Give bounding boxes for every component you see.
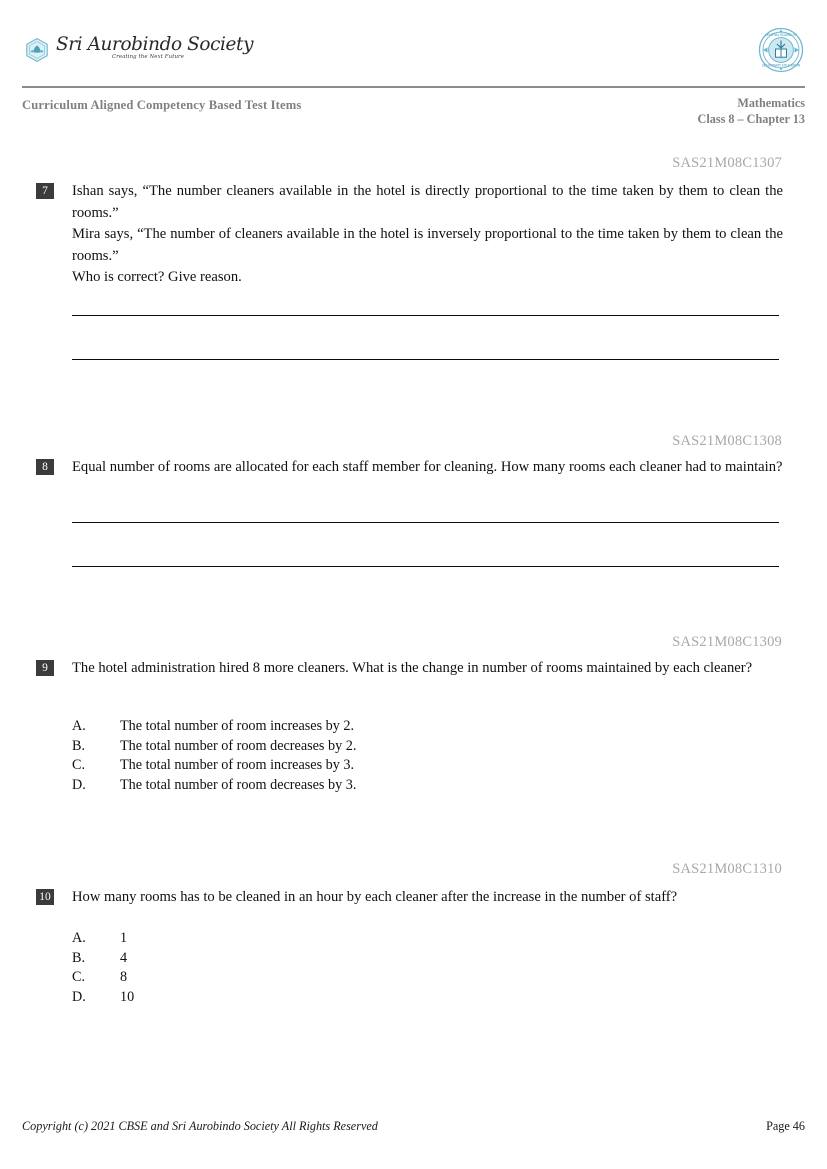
option-text: The total number of room decreases by 3. — [120, 776, 357, 793]
option-text: The total number of room increases by 3. — [120, 757, 355, 774]
question-text — [72, 181, 783, 289]
option-label: C. — [72, 969, 86, 986]
page-header-brand-row — [0, 0, 827, 86]
cbse-circular-seal-icon — [757, 26, 805, 74]
option-text: 8 — [120, 969, 128, 986]
option-item[interactable] — [72, 717, 356, 737]
option-label: A. — [72, 718, 86, 734]
option-item[interactable] — [72, 968, 134, 988]
answer-line[interactable] — [72, 359, 779, 360]
footer-page-number: Page 46 — [766, 1119, 805, 1133]
question-code: SAS21M08C1308 — [672, 433, 782, 449]
question-line: The hotel administration hired 8 more cleaners. What is the change in number of rooms maintained by each cleaner? — [72, 660, 753, 676]
question-line: How many rooms has to be cleaned in an hour by each cleaner after the increase in the number of staff? — [72, 889, 678, 905]
header-subject: Mathematics — [737, 96, 805, 110]
sri-aurobindo-society-logo — [24, 33, 254, 67]
option-item[interactable] — [72, 988, 134, 1008]
question-code: SAS21M08C1309 — [672, 634, 782, 650]
svg-text:CENTRAL BOARD OF: CENTRAL BOARD OF — [765, 33, 797, 38]
option-text: The total number of room decreases by 2. — [120, 737, 357, 754]
question-number-badge: 10 — [36, 889, 54, 905]
option-item[interactable] — [72, 737, 356, 757]
header-divider — [22, 86, 805, 88]
svg-text:SECONDARY EDUCATION: SECONDARY EDUCATION — [761, 63, 801, 68]
question-line: Who is correct? Give reason. — [72, 269, 242, 285]
question-line: Equal number of rooms are allocated for each staff member for cleaning. How many rooms each cleaner had to maintain? — [72, 459, 783, 475]
answer-line[interactable] — [72, 522, 779, 523]
option-item[interactable] — [72, 949, 134, 969]
option-label: D. — [72, 776, 86, 793]
option-text: 10 — [120, 988, 135, 1005]
question-code: SAS21M08C1307 — [672, 155, 782, 171]
option-item[interactable] — [72, 756, 356, 776]
option-text: 1 — [120, 930, 128, 946]
footer-copyright: Copyright (c) 2021 CBSE and Sri Aurobindo Society All Rights Reserved — [22, 1119, 378, 1133]
answer-line[interactable] — [72, 566, 779, 567]
question-line: Mira says, “The number of cleaners available in the hotel is inversely proportional to the time taken by them to clean the rooms.” — [72, 226, 783, 264]
options-list — [72, 929, 134, 1007]
options-list — [72, 717, 356, 795]
answer-line[interactable] — [72, 315, 779, 316]
option-text: 4 — [120, 949, 128, 966]
question-text — [72, 457, 783, 479]
header-class-chapter: Class 8 – Chapter 13 — [697, 111, 805, 126]
society-wordmark — [56, 33, 254, 67]
option-label: D. — [72, 988, 86, 1005]
question-number-badge: 9 — [36, 660, 54, 676]
question-number-badge: 8 — [36, 459, 54, 475]
question-text — [72, 658, 783, 680]
option-label: B. — [72, 949, 86, 966]
page-footer — [0, 1119, 827, 1141]
page-header-meta — [0, 94, 827, 134]
question-code: SAS21M08C1310 — [672, 861, 782, 877]
option-item[interactable] — [72, 929, 134, 949]
question-text — [72, 887, 783, 909]
option-text: The total number of room increases by 2. — [120, 718, 355, 734]
question-number-badge: 7 — [36, 183, 54, 199]
society-tagline: Creating the Next Future — [112, 54, 185, 60]
header-subject-block — [698, 96, 805, 127]
question-line: Ishan says, “The number cleaners available in the hotel is directly proportional to the time taken by them to clean the rooms.” — [72, 183, 783, 221]
option-item[interactable] — [72, 776, 356, 796]
option-label: A. — [72, 930, 86, 946]
header-series-title: Curriculum Aligned Competency Based Test Items — [22, 98, 302, 112]
hexagon-lotus-emblem-icon — [24, 37, 50, 63]
option-label: C. — [72, 757, 86, 774]
society-name: Sri Aurobindo Society — [56, 33, 254, 55]
option-label: B. — [72, 737, 86, 754]
